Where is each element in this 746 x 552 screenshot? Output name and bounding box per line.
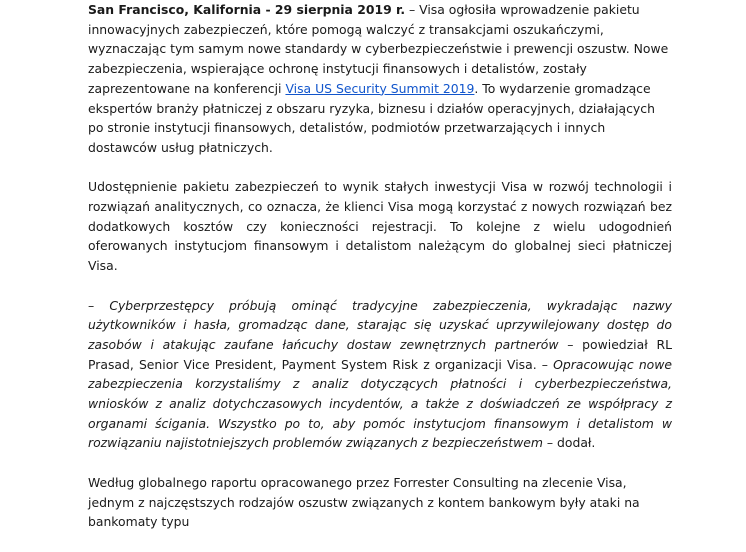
quote-part-one: – Cyberprzestępcy próbują ominąć tradycyjne zabezpieczenia, wykradając nazwy użytkowników i hasła, gromadząc dane, starając się uzyskać uprzywilejowany dostęp do zasobów i atakując zaufane łańcuchy dostaw zewnętrznych partnerów [88,297,672,352]
paragraph-forrester: Według globalnego raportu opracowanego przez Forrester Consulting na zlecenie Visa, jednym z najczęstszych rodzajów oszustw związanych z kontem bankowym były ataki na bankomaty typu [88,474,640,530]
intro-text-continued: . To wydarzenie gromadzące ekspertów branży płatniczej z obszaru ryzyka, biznesu i działów operacyjnych, działających po stronie instytucji finansowych, detalistów, podmiotów przetwarzających i innych dostawców usług płatniczych. [88,80,655,155]
dateline: San Francisco, Kalifornia - 29 sierpnia 2019 r. [88,2,406,17]
quote-part-two: – Opracowując nowe zabezpieczenia korzystaliśmy z analiz dotyczących płatności i cyberbezpieczeństwa, wniosków z analiz dotychczasowych incydentów, a także z doświadczeń ze współpracy z organami ścigania. Wszystko po to, aby pomóc instytucjom finansowym i detalistom w rozwiązaniu najistotniejszych problemów związanych z bezpieczeństwem [88,356,673,451]
paragraph-intro [88,0,672,158]
security-summit-link[interactable]: Visa US Security Summit 2019 [285,80,475,96]
paragraph-investment: Udostępnienie pakietu zabezpieczeń to wynik stałych inwestycji Visa w rozwój technologii i rozwiązań analitycznych, co oznacza, że klienci Visa mogą korzystać z nowych rozwiązań bez dodatkowych kosztów czy konieczności rejestracji. To kolejne z wielu udogodnień oferowanych instytucjom finansowym i detalistom należącym do globalnej sieci płatniczej Visa. [88,179,672,274]
press-release-body [88,0,672,552]
paragraph-quote [88,296,672,454]
intro-text: – Visa ogłosiła wprowadzenie pakietu innowacyjnych zabezpieczeń, które pomogą walczyć z transakcjami oszukańczymi, wyznaczając tym samym nowe standardy w cyberbezpieczeństwie i prewencji oszustw. Nowe zabezpieczenia, wspierające ochronę instytucji finansowych i detalistów, zostały zaprezentowane na konferencji [88,2,669,96]
quote-attribution: – powiedział RL Prasad, Senior Vice President, Payment System Risk z organizacji Visa. [88,336,672,372]
quote-ending: – dodał. [542,435,596,451]
